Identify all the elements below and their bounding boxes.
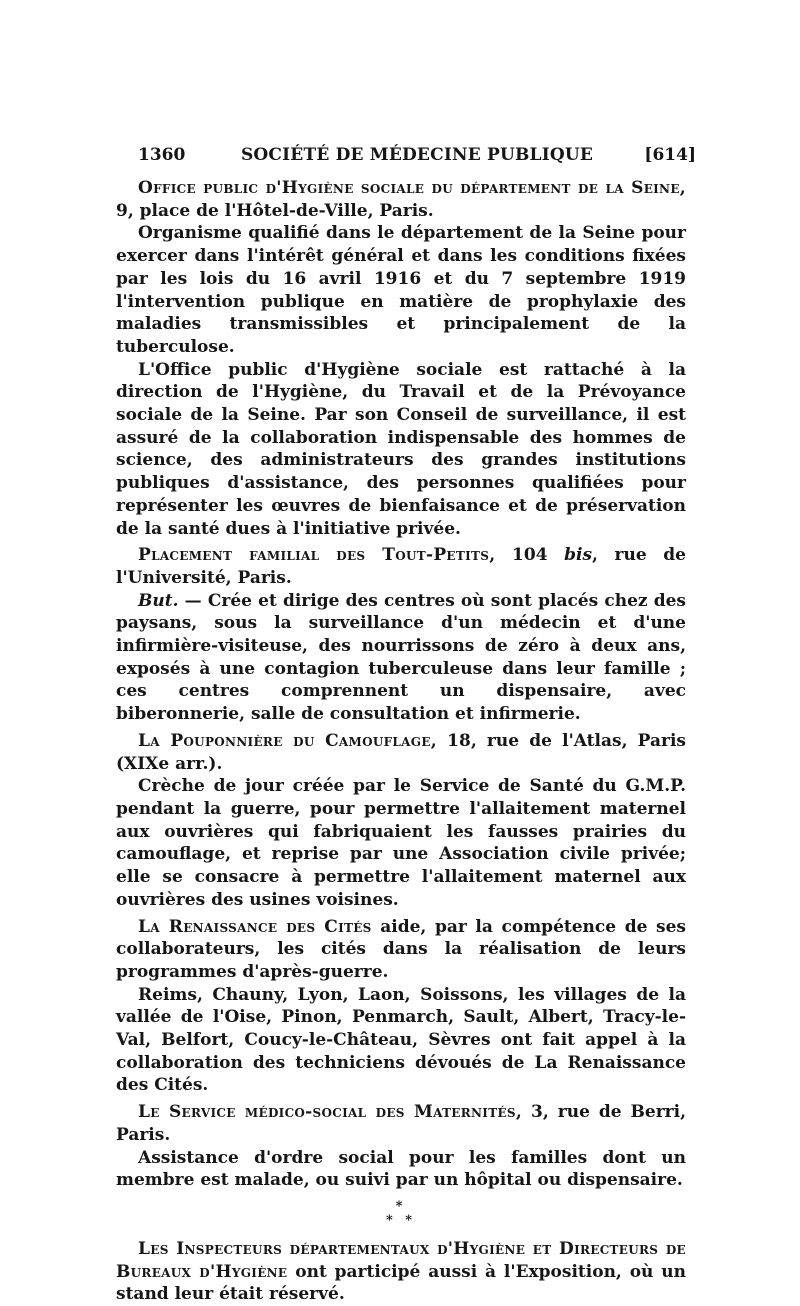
page-reference: [614]	[644, 145, 696, 165]
page-number: 1360	[138, 145, 186, 165]
entry-heading: Placement familial des Tout-Petits,	[138, 545, 496, 566]
but-label: But.	[138, 590, 179, 611]
entry-address-bis: bis	[564, 545, 593, 566]
entry-service-medico-social	[116, 1101, 686, 1146]
paragraph: Reims, Chauny, Lyon, Laon, Soissons, les villages de la vallée de l'Oise, Pinon, Penmarch, Sault, Albert, Tracy-le-Val, Belfort, Coucy-le-Château, Sèvres ont fait appel à la collaboration des techniciens dévoués de La Renaissance des Cités.	[116, 984, 686, 1096]
asterism-bottom: * *	[385, 1212, 417, 1228]
entry-inspecteurs	[116, 1238, 686, 1306]
asterism-top: *	[395, 1198, 407, 1214]
entry-pouponniere	[116, 730, 686, 775]
entry-renaissance-des-cites	[116, 916, 686, 984]
entry-address-number: 104	[495, 545, 565, 566]
entry-address: 3, rue de Berri, Paris.	[116, 1102, 686, 1145]
paragraph: Organisme qualifié dans le département de la Seine pour exercer dans l'intérêt général et dans les conditions fixées par les lois du 16 avril 1916 et du 7 septembre 1919 l'intervention publique en matière de prophylaxie des maladies transmissibles et principalement de la tuberculose.	[116, 223, 686, 357]
paragraph: Crèche de jour créée par le Service de Santé du G.M.P. pendant la guerre, pour permettre l'allaitement maternel aux ouvrières qui fabriquaient les fausses prairies du camouflage, et reprise par une Association civile privée; elle se consacre à permettre l'allaitement maternel aux ouvrières des usines voisines.	[116, 776, 686, 910]
entry-address: 18, rue de l'Atlas, Paris (XIXe arr.).	[116, 730, 686, 774]
paragraph: L'Office public d'Hygiène sociale est rattaché à la direction de l'Hygiène, du Travail et de la Prévoyance sociale de la Seine. Par son Conseil de surveillance, il est assuré de la collaboration indispensable des hommes de science, des administrateurs des grandes institutions publiques d'assistance, des personnes qualifiées pour représenter les œuvres de bienfaisance et de préservation de la santé dues à l'initiative privée.	[116, 359, 686, 539]
running-title: SOCIÉTÉ DE MÉDECINE PUBLIQUE	[240, 145, 594, 165]
page-body	[116, 177, 686, 1306]
entry-heading: Le Service médico-social des Maternités,	[138, 1102, 523, 1123]
entry-text: aide, par la compétence de ses collaborateurs, les cités dans la réalisation de leurs programmes d'après-guerre.	[116, 916, 686, 982]
paragraph-text: — Crée et dirige des centres où sont placés chez des paysans, sous la surveillance d'un médecin et d'une infirmière-visiteuse, des nourrissons de zéro à deux ans, exposés à une contagion tuberculeuse dans leur famille ; ces centres comprennent un dispensaire, avec biberonnerie, salle de consultation et infirmerie.	[116, 590, 686, 725]
entry-heading: La Pouponnière du Camouflage,	[138, 730, 437, 751]
entry-heading: La Renaissance des Cités	[138, 916, 372, 937]
entry-placement-familial	[116, 544, 686, 589]
entry-heading: Office public d'Hygiène sociale du département de la Seine,	[138, 178, 686, 198]
paragraph: Assistance d'ordre social pour les familles dont un membre est malade, ou suivi par un hôpital ou dispensaire.	[116, 1147, 686, 1191]
entry-address: , rue de l'Université, Paris.	[116, 545, 686, 588]
entry-office-public	[116, 177, 686, 222]
asterism	[116, 1200, 686, 1228]
paragraph	[116, 590, 686, 726]
entry-heading: Les Inspecteurs départementaux d'Hygiène et Directeurs de Bureaux d'Hygiène	[116, 1238, 686, 1282]
page-header	[138, 145, 696, 167]
entry-text: ont participé aussi à l'Exposition, où un stand leur était réservé.	[116, 1261, 686, 1305]
entry-address: 9, place de l'Hôtel-de-Ville, Paris.	[116, 200, 434, 221]
